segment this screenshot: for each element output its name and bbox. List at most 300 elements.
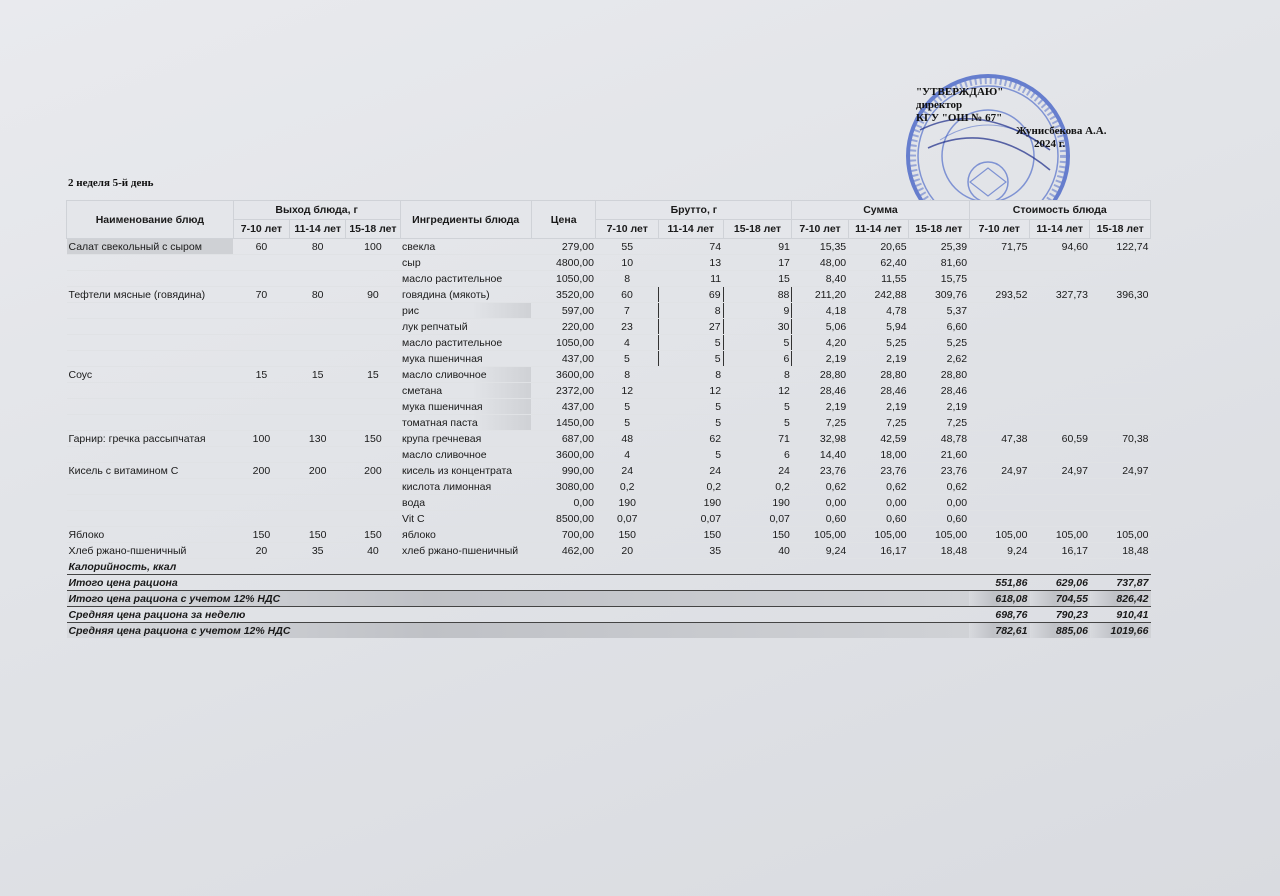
sum-cell: 242,88 bbox=[848, 287, 908, 303]
gross-cell: 62 bbox=[658, 431, 723, 447]
totals-value: 618,08 bbox=[969, 591, 1029, 607]
gross-cell: 24 bbox=[596, 463, 659, 479]
gross-cell: 11 bbox=[658, 271, 723, 287]
yield-cell bbox=[290, 319, 346, 335]
sum-cell: 0,60 bbox=[792, 511, 848, 527]
table-row bbox=[67, 319, 1151, 335]
gross-cell: 55 bbox=[596, 239, 659, 255]
ingredient-cell: хлеб ржано-пшеничный bbox=[400, 543, 531, 559]
dish-name-cell bbox=[67, 447, 234, 463]
header-age: 15-18 лет bbox=[346, 220, 400, 239]
cost-cell bbox=[969, 495, 1029, 511]
yield-cell bbox=[346, 271, 400, 287]
totals-value: 782,61 bbox=[969, 623, 1029, 639]
cost-cell bbox=[1030, 255, 1090, 271]
sum-cell: 18,00 bbox=[848, 447, 908, 463]
yield-cell: 35 bbox=[290, 543, 346, 559]
gross-cell: 0,2 bbox=[658, 479, 723, 495]
cost-cell bbox=[1090, 271, 1151, 287]
ingredient-cell: кислота лимонная bbox=[400, 479, 531, 495]
sum-cell: 2,19 bbox=[848, 351, 908, 367]
calories-label: Калорийность, ккал bbox=[67, 559, 659, 575]
cost-cell: 94,60 bbox=[1030, 239, 1090, 255]
gross-cell: 5 bbox=[596, 399, 659, 415]
totals-value: 1019,66 bbox=[1090, 623, 1151, 639]
sum-cell: 14,40 bbox=[792, 447, 848, 463]
yield-cell bbox=[346, 511, 400, 527]
sum-cell: 5,25 bbox=[909, 335, 969, 351]
sum-cell: 28,80 bbox=[848, 367, 908, 383]
yield-cell bbox=[290, 415, 346, 431]
sum-cell: 23,76 bbox=[792, 463, 848, 479]
cost-cell bbox=[969, 399, 1029, 415]
totals-row bbox=[67, 607, 1151, 623]
cost-cell bbox=[969, 351, 1029, 367]
cost-cell bbox=[1030, 319, 1090, 335]
sum-cell: 2,19 bbox=[909, 399, 969, 415]
sum-cell: 28,80 bbox=[792, 367, 848, 383]
table-row bbox=[67, 527, 1151, 543]
table-row bbox=[67, 447, 1151, 463]
ingredient-cell: яблоко bbox=[400, 527, 531, 543]
sum-cell: 2,19 bbox=[792, 399, 848, 415]
approval-signer: Жунисбекова А.А. bbox=[1016, 125, 1107, 137]
price-cell: 597,00 bbox=[531, 303, 596, 319]
gross-cell: 190 bbox=[658, 495, 723, 511]
totals-value: 551,86 bbox=[969, 575, 1029, 591]
cost-cell bbox=[969, 415, 1029, 431]
totals-value: 885,06 bbox=[1030, 623, 1090, 639]
price-cell: 1050,00 bbox=[531, 271, 596, 287]
gross-cell: 60 bbox=[596, 287, 659, 303]
dish-name-cell bbox=[67, 335, 234, 351]
sum-cell: 21,60 bbox=[909, 447, 969, 463]
dish-name-cell bbox=[67, 351, 234, 367]
yield-cell bbox=[290, 351, 346, 367]
price-cell: 0,00 bbox=[531, 495, 596, 511]
cost-cell: 47,38 bbox=[969, 431, 1029, 447]
table-row bbox=[67, 303, 1151, 319]
totals-row bbox=[67, 623, 1151, 639]
approval-date: 2024 г. bbox=[1034, 138, 1066, 150]
cost-cell bbox=[1090, 255, 1151, 271]
yield-cell: 200 bbox=[233, 463, 289, 479]
ingredient-cell: мука пшеничная bbox=[400, 399, 531, 415]
yield-cell: 15 bbox=[290, 367, 346, 383]
yield-cell: 150 bbox=[290, 527, 346, 543]
cost-cell: 24,97 bbox=[1090, 463, 1151, 479]
dish-name-cell bbox=[67, 511, 234, 527]
sum-cell: 20,65 bbox=[848, 239, 908, 255]
sum-cell: 28,46 bbox=[792, 383, 848, 399]
sum-cell: 28,80 bbox=[909, 367, 969, 383]
gross-cell: 0,2 bbox=[723, 479, 792, 495]
cost-cell bbox=[1030, 495, 1090, 511]
price-cell: 3600,00 bbox=[531, 447, 596, 463]
cost-cell bbox=[969, 511, 1029, 527]
cost-cell bbox=[1090, 415, 1151, 431]
gross-cell: 9 bbox=[723, 303, 792, 319]
cost-cell bbox=[1090, 479, 1151, 495]
gross-cell: 8 bbox=[596, 367, 659, 383]
dish-name-cell bbox=[67, 399, 234, 415]
yield-cell: 60 bbox=[233, 239, 289, 255]
table-row bbox=[67, 367, 1151, 383]
cost-cell bbox=[969, 319, 1029, 335]
cost-cell: 70,38 bbox=[1090, 431, 1151, 447]
yield-cell: 80 bbox=[290, 287, 346, 303]
table-row bbox=[67, 543, 1151, 559]
gross-cell: 150 bbox=[596, 527, 659, 543]
header-age: 11-14 лет bbox=[1030, 220, 1090, 239]
totals-value: 737,87 bbox=[1090, 575, 1151, 591]
yield-cell: 80 bbox=[290, 239, 346, 255]
cost-cell bbox=[969, 383, 1029, 399]
sum-cell: 81,60 bbox=[909, 255, 969, 271]
cost-cell: 16,17 bbox=[1030, 543, 1090, 559]
gross-cell: 24 bbox=[723, 463, 792, 479]
gross-cell: 5 bbox=[723, 415, 792, 431]
yield-cell bbox=[346, 255, 400, 271]
table-row bbox=[67, 287, 1151, 303]
sum-cell: 23,76 bbox=[909, 463, 969, 479]
sum-cell: 42,59 bbox=[848, 431, 908, 447]
gross-cell: 48 bbox=[596, 431, 659, 447]
gross-cell: 5 bbox=[596, 351, 659, 367]
gross-cell: 150 bbox=[723, 527, 792, 543]
yield-cell bbox=[233, 303, 289, 319]
yield-cell: 150 bbox=[233, 527, 289, 543]
ingredient-cell: мука пшеничная bbox=[400, 351, 531, 367]
cost-cell bbox=[1090, 495, 1151, 511]
table-row bbox=[67, 479, 1151, 495]
gross-cell: 20 bbox=[596, 543, 659, 559]
price-cell: 220,00 bbox=[531, 319, 596, 335]
yield-cell: 70 bbox=[233, 287, 289, 303]
sum-cell: 0,00 bbox=[909, 495, 969, 511]
cost-cell bbox=[1090, 511, 1151, 527]
sum-cell: 2,62 bbox=[909, 351, 969, 367]
approval-organization: КГУ "ОШ № 67" bbox=[916, 112, 1003, 124]
sum-cell: 6,60 bbox=[909, 319, 969, 335]
header-sum: Сумма bbox=[792, 201, 969, 220]
cost-cell bbox=[1030, 447, 1090, 463]
cost-cell: 396,30 bbox=[1090, 287, 1151, 303]
cost-cell: 327,73 bbox=[1030, 287, 1090, 303]
sum-cell: 105,00 bbox=[848, 527, 908, 543]
totals-label: Средняя цена рациона за неделю bbox=[67, 607, 970, 623]
price-cell: 437,00 bbox=[531, 399, 596, 415]
cost-cell: 105,00 bbox=[969, 527, 1029, 543]
yield-cell: 100 bbox=[346, 239, 400, 255]
gross-cell: 6 bbox=[723, 351, 792, 367]
header-yield: Выход блюда, г bbox=[233, 201, 400, 220]
header-age: 15-18 лет bbox=[909, 220, 969, 239]
price-cell: 3080,00 bbox=[531, 479, 596, 495]
ingredient-cell: говядина (мякоть) bbox=[400, 287, 531, 303]
dish-name-cell: Яблоко bbox=[67, 527, 234, 543]
approval-position: директор bbox=[916, 99, 963, 111]
cost-cell bbox=[969, 447, 1029, 463]
ingredient-cell: масло сливочное bbox=[400, 367, 531, 383]
dish-name-cell: Салат свекольный с сыром bbox=[67, 239, 234, 255]
dish-name-cell bbox=[67, 383, 234, 399]
sum-cell: 48,00 bbox=[792, 255, 848, 271]
gross-cell: 17 bbox=[723, 255, 792, 271]
gross-cell: 0,2 bbox=[596, 479, 659, 495]
totals-value: 910,41 bbox=[1090, 607, 1151, 623]
sum-cell: 28,46 bbox=[848, 383, 908, 399]
yield-cell: 40 bbox=[346, 543, 400, 559]
cost-cell bbox=[1090, 351, 1151, 367]
cost-cell bbox=[1090, 399, 1151, 415]
header-ingredients: Ингредиенты блюда bbox=[400, 201, 531, 239]
cost-cell bbox=[1030, 271, 1090, 287]
ingredient-cell: вода bbox=[400, 495, 531, 511]
sum-cell: 0,62 bbox=[792, 479, 848, 495]
cost-cell: 71,75 bbox=[969, 239, 1029, 255]
cost-cell bbox=[1030, 479, 1090, 495]
cost-cell bbox=[1090, 383, 1151, 399]
yield-cell: 150 bbox=[346, 527, 400, 543]
yield-cell: 100 bbox=[233, 431, 289, 447]
yield-cell bbox=[233, 255, 289, 271]
cost-cell bbox=[1090, 367, 1151, 383]
cost-cell bbox=[1030, 399, 1090, 415]
table-row bbox=[67, 335, 1151, 351]
sum-cell: 48,78 bbox=[909, 431, 969, 447]
dish-name-cell bbox=[67, 415, 234, 431]
yield-cell bbox=[290, 303, 346, 319]
gross-cell: 4 bbox=[596, 335, 659, 351]
sum-cell: 7,25 bbox=[848, 415, 908, 431]
table-row bbox=[67, 431, 1151, 447]
ingredient-cell: масло растительное bbox=[400, 271, 531, 287]
yield-cell bbox=[346, 415, 400, 431]
cost-cell: 293,52 bbox=[969, 287, 1029, 303]
cost-cell: 9,24 bbox=[969, 543, 1029, 559]
sum-cell: 32,98 bbox=[792, 431, 848, 447]
price-cell: 8500,00 bbox=[531, 511, 596, 527]
sum-cell: 0,62 bbox=[909, 479, 969, 495]
sum-cell: 18,48 bbox=[909, 543, 969, 559]
yield-cell: 15 bbox=[346, 367, 400, 383]
header-age: 7-10 лет bbox=[792, 220, 848, 239]
price-cell: 700,00 bbox=[531, 527, 596, 543]
price-cell: 3520,00 bbox=[531, 287, 596, 303]
menu-table bbox=[66, 200, 1151, 638]
sum-cell: 211,20 bbox=[792, 287, 848, 303]
header-age: 15-18 лет bbox=[1090, 220, 1151, 239]
dish-name-cell bbox=[67, 479, 234, 495]
price-cell: 1450,00 bbox=[531, 415, 596, 431]
cost-cell bbox=[1090, 319, 1151, 335]
price-cell: 2372,00 bbox=[531, 383, 596, 399]
header-gross: Брутто, г bbox=[596, 201, 792, 220]
yield-cell bbox=[346, 495, 400, 511]
dish-name-cell bbox=[67, 255, 234, 271]
gross-cell: 74 bbox=[658, 239, 723, 255]
totals-label: Средняя цена рациона с учетом 12% НДС bbox=[67, 623, 970, 639]
yield-cell bbox=[233, 335, 289, 351]
header-dish-name: Наименование блюд bbox=[67, 201, 234, 239]
totals-value: 790,23 bbox=[1030, 607, 1090, 623]
yield-cell bbox=[346, 319, 400, 335]
gross-cell: 5 bbox=[723, 335, 792, 351]
sum-cell: 62,40 bbox=[848, 255, 908, 271]
price-cell: 4800,00 bbox=[531, 255, 596, 271]
table-row bbox=[67, 351, 1151, 367]
week-day-title: 2 неделя 5-й день bbox=[68, 177, 154, 189]
gross-cell: 8 bbox=[723, 367, 792, 383]
sum-cell: 4,78 bbox=[848, 303, 908, 319]
gross-cell: 88 bbox=[723, 287, 792, 303]
ingredient-cell: рис bbox=[400, 303, 531, 319]
gross-cell: 27 bbox=[658, 319, 723, 335]
sum-cell: 4,18 bbox=[792, 303, 848, 319]
header-age: 15-18 лет bbox=[723, 220, 792, 239]
gross-cell: 8 bbox=[596, 271, 659, 287]
header-price: Цена bbox=[531, 201, 596, 239]
totals-value: 698,76 bbox=[969, 607, 1029, 623]
yield-cell bbox=[233, 447, 289, 463]
gross-cell: 5 bbox=[658, 351, 723, 367]
ingredient-cell: томатная паста bbox=[400, 415, 531, 431]
yield-cell bbox=[290, 271, 346, 287]
gross-cell: 69 bbox=[658, 287, 723, 303]
sum-cell: 7,25 bbox=[792, 415, 848, 431]
sum-cell: 309,76 bbox=[909, 287, 969, 303]
sum-cell: 5,37 bbox=[909, 303, 969, 319]
cost-cell bbox=[1030, 383, 1090, 399]
yield-cell bbox=[233, 495, 289, 511]
yield-cell bbox=[233, 511, 289, 527]
yield-cell bbox=[290, 335, 346, 351]
table-row bbox=[67, 271, 1151, 287]
totals-value: 704,55 bbox=[1030, 591, 1090, 607]
yield-cell bbox=[290, 447, 346, 463]
gross-cell: 12 bbox=[723, 383, 792, 399]
sum-cell: 0,00 bbox=[848, 495, 908, 511]
sum-cell: 0,00 bbox=[792, 495, 848, 511]
dish-name-cell: Кисель с витамином С bbox=[67, 463, 234, 479]
yield-cell: 15 bbox=[233, 367, 289, 383]
yield-cell bbox=[346, 479, 400, 495]
menu-table-body bbox=[67, 239, 1151, 559]
yield-cell bbox=[346, 447, 400, 463]
yield-cell bbox=[290, 495, 346, 511]
gross-cell: 15 bbox=[723, 271, 792, 287]
cost-cell: 18,48 bbox=[1090, 543, 1151, 559]
table-row bbox=[67, 495, 1151, 511]
gross-cell: 71 bbox=[723, 431, 792, 447]
yield-cell bbox=[233, 319, 289, 335]
yield-cell bbox=[290, 479, 346, 495]
dish-name-cell: Соус bbox=[67, 367, 234, 383]
cost-cell: 122,74 bbox=[1090, 239, 1151, 255]
yield-cell bbox=[346, 383, 400, 399]
totals-value: 629,06 bbox=[1030, 575, 1090, 591]
sum-cell: 4,20 bbox=[792, 335, 848, 351]
gross-cell: 24 bbox=[658, 463, 723, 479]
approval-block bbox=[916, 86, 1126, 151]
price-cell: 687,00 bbox=[531, 431, 596, 447]
sum-cell: 15,35 bbox=[792, 239, 848, 255]
yield-cell: 90 bbox=[346, 287, 400, 303]
cost-cell bbox=[1090, 335, 1151, 351]
yield-cell: 130 bbox=[290, 431, 346, 447]
approval-title: "УТВЕРЖДАЮ" bbox=[916, 86, 1004, 98]
gross-cell: 12 bbox=[596, 383, 659, 399]
cost-cell bbox=[1030, 335, 1090, 351]
ingredient-cell: Vit C bbox=[400, 511, 531, 527]
ingredient-cell: сыр bbox=[400, 255, 531, 271]
gross-cell: 5 bbox=[658, 447, 723, 463]
header-age: 7-10 лет bbox=[969, 220, 1029, 239]
price-cell: 462,00 bbox=[531, 543, 596, 559]
cost-cell: 60,59 bbox=[1030, 431, 1090, 447]
yield-cell bbox=[233, 271, 289, 287]
gross-cell: 4 bbox=[596, 447, 659, 463]
table-row bbox=[67, 415, 1151, 431]
ingredient-cell: лук репчатый bbox=[400, 319, 531, 335]
yield-cell bbox=[346, 399, 400, 415]
header-age: 11-14 лет bbox=[848, 220, 908, 239]
yield-cell bbox=[233, 399, 289, 415]
gross-cell: 30 bbox=[723, 319, 792, 335]
sum-cell: 8,40 bbox=[792, 271, 848, 287]
dish-name-cell bbox=[67, 495, 234, 511]
sum-cell: 2,19 bbox=[848, 399, 908, 415]
yield-cell bbox=[346, 303, 400, 319]
yield-cell bbox=[233, 479, 289, 495]
sum-cell: 105,00 bbox=[909, 527, 969, 543]
sum-cell: 2,19 bbox=[792, 351, 848, 367]
totals-row bbox=[67, 575, 1151, 591]
gross-cell: 8 bbox=[658, 303, 723, 319]
yield-cell: 200 bbox=[346, 463, 400, 479]
price-cell: 437,00 bbox=[531, 351, 596, 367]
yield-cell bbox=[290, 255, 346, 271]
gross-cell: 23 bbox=[596, 319, 659, 335]
cost-cell bbox=[1030, 351, 1090, 367]
ingredient-cell: крупа гречневая bbox=[400, 431, 531, 447]
cost-cell bbox=[969, 303, 1029, 319]
sum-cell: 9,24 bbox=[792, 543, 848, 559]
table-row bbox=[67, 239, 1151, 255]
cost-cell bbox=[1030, 511, 1090, 527]
table-row bbox=[67, 255, 1151, 271]
gross-cell: 8 bbox=[658, 367, 723, 383]
header-age: 11-14 лет bbox=[658, 220, 723, 239]
cost-cell bbox=[969, 255, 1029, 271]
yield-cell bbox=[346, 335, 400, 351]
yield-cell: 200 bbox=[290, 463, 346, 479]
cost-cell bbox=[969, 367, 1029, 383]
cost-cell: 105,00 bbox=[1090, 527, 1151, 543]
cost-cell bbox=[969, 271, 1029, 287]
cost-cell: 24,97 bbox=[969, 463, 1029, 479]
table-row bbox=[67, 511, 1151, 527]
sum-cell: 11,55 bbox=[848, 271, 908, 287]
header-age: 11-14 лет bbox=[290, 220, 346, 239]
totals-label: Итого цена рациона с учетом 12% НДС bbox=[67, 591, 970, 607]
cost-cell bbox=[1030, 367, 1090, 383]
dish-name-cell bbox=[67, 271, 234, 287]
cost-cell bbox=[1030, 303, 1090, 319]
yield-cell bbox=[233, 351, 289, 367]
cost-cell bbox=[1090, 447, 1151, 463]
